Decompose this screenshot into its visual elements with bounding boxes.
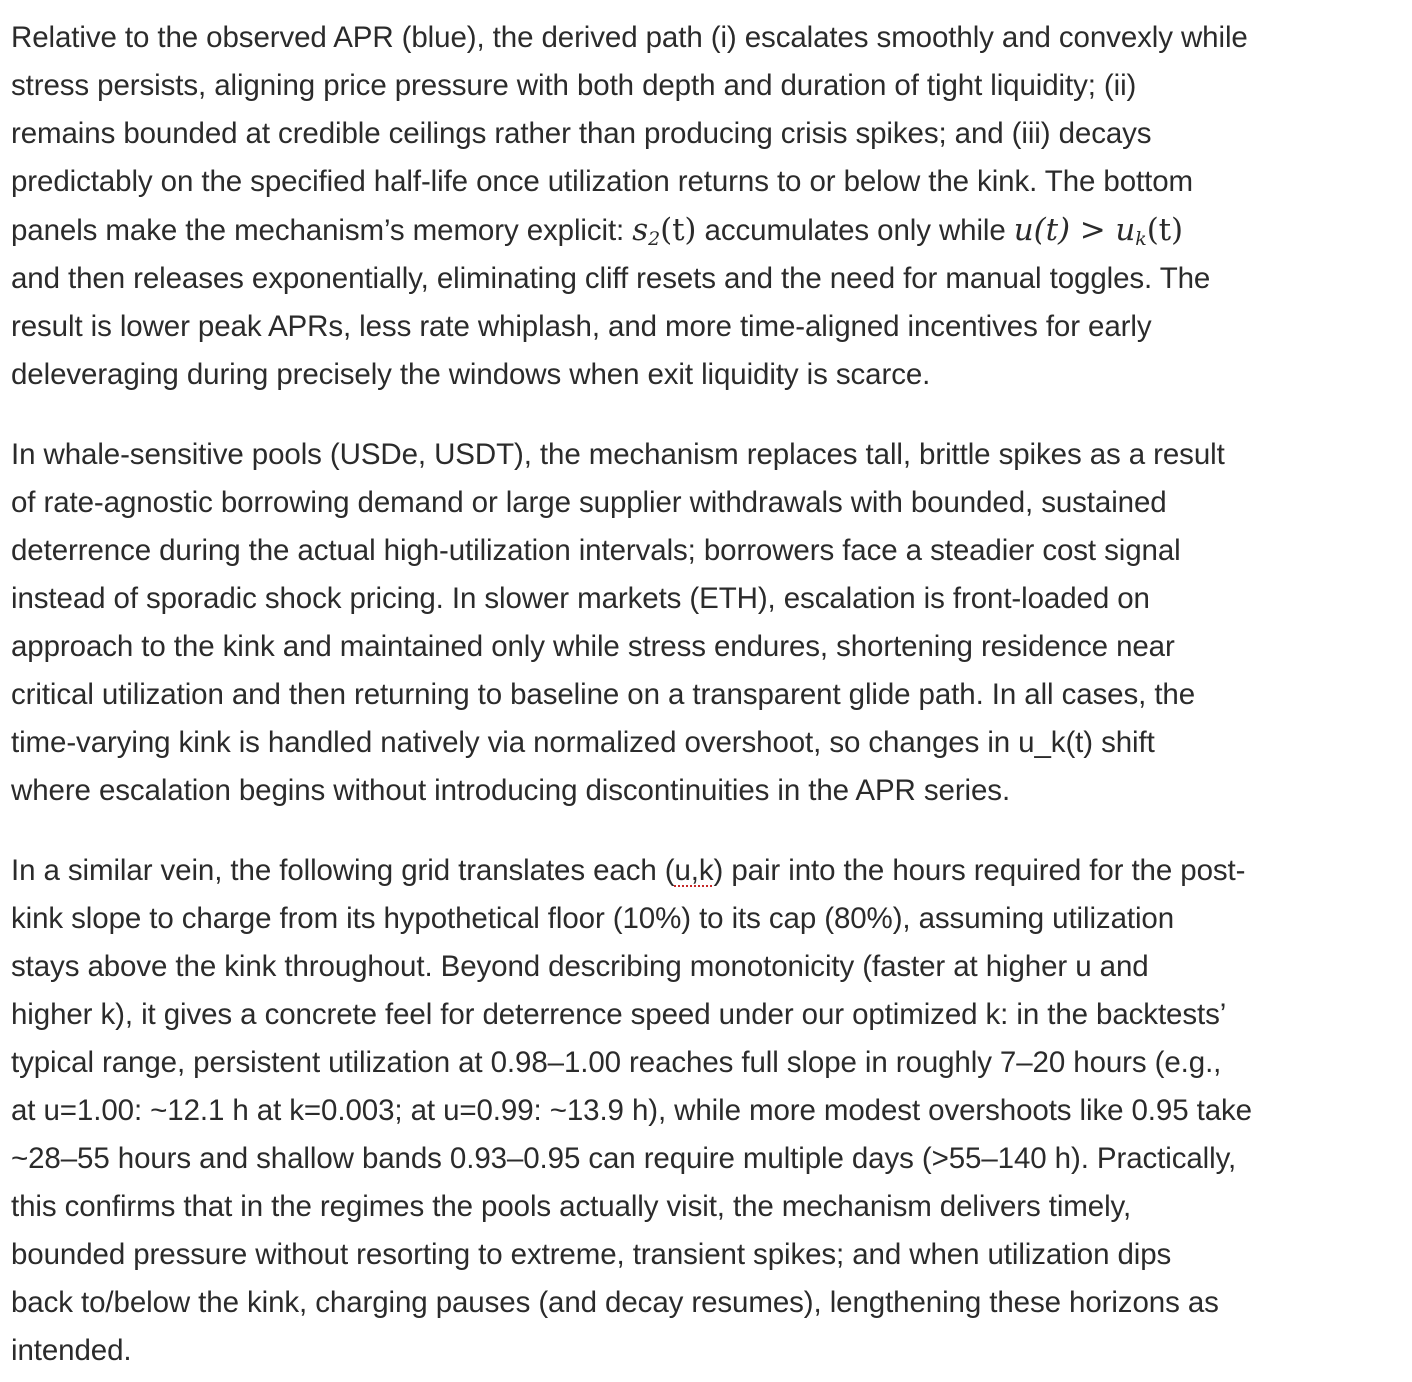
math-arg: (t) bbox=[1146, 212, 1184, 248]
text-segment: panels make the mechanism’s memory explicit: bbox=[11, 214, 633, 247]
math-var: u bbox=[1115, 212, 1136, 248]
document-body bbox=[11, 14, 1403, 1375]
text-line: In whale-sensitive pools (USDe, USDT), the mechanism replaces tall, brittle spikes as a result bbox=[11, 438, 1225, 471]
text-line: deterrence during the actual high-utilization intervals; borrowers face a steadier cost signal bbox=[11, 534, 1181, 567]
spellcheck-flagged-word[interactable]: u,k bbox=[674, 854, 714, 887]
text-line: time-varying kink is handled natively via normalized overshoot, so changes in u_k(t) shift bbox=[11, 726, 1155, 759]
text-line: approach to the kink and maintained only while stress endures, shortening residence near bbox=[11, 630, 1175, 663]
text-line: of rate-agnostic borrowing demand or large supplier withdrawals with bounded, sustained bbox=[11, 486, 1167, 519]
text-line: at u=1.00: ~12.1 h at k=0.003; at u=0.99: ~13.9 h), while more modest overshoots like 0.95 take bbox=[11, 1094, 1252, 1127]
math-lhs: u(t) bbox=[1013, 212, 1070, 248]
text-line bbox=[11, 847, 1403, 895]
paragraph-apr-comparison bbox=[11, 14, 1403, 399]
paragraph-grid-hours bbox=[11, 847, 1403, 1375]
text-line: kink slope to charge from its hypothetical floor (10%) to its cap (80%), assuming utilization bbox=[11, 902, 1175, 935]
text-segment: ) pair into the hours required for the post- bbox=[713, 854, 1246, 887]
text-line: where escalation begins without introducing discontinuities in the APR series. bbox=[11, 774, 1011, 807]
text-line: this confirms that in the regimes the pools actually visit, the mechanism delivers timely, bbox=[11, 1190, 1132, 1223]
math-s2-of-t bbox=[632, 212, 696, 248]
text-line: predictably on the specified half-life once utilization returns to or below the kink. The bottom bbox=[11, 165, 1193, 198]
math-var: s bbox=[632, 212, 649, 248]
text-line: typical range, persistent utilization at 0.98–1.00 reaches full slope in roughly 7–20 hours (e.g., bbox=[11, 1046, 1222, 1079]
text-line-with-math bbox=[11, 206, 1403, 255]
math-arg: (t) bbox=[660, 212, 697, 248]
text-line: stress persists, aligning price pressure with both depth and duration of tight liquidity; (ii) bbox=[11, 69, 1137, 102]
math-subscript: 2 bbox=[648, 228, 661, 250]
text-line: instead of sporadic shock pricing. In slower markets (ETH), escalation is front-loaded on bbox=[11, 582, 1150, 615]
text-line: bounded pressure without resorting to extreme, transient spikes; and when utilization dips bbox=[11, 1238, 1172, 1271]
text-line: ~28–55 hours and shallow bands 0.93–0.95 can require multiple days (>55–140 h). Practically, bbox=[11, 1142, 1237, 1175]
text-line: and then releases exponentially, eliminating cliff resets and the need for manual toggles. The bbox=[11, 262, 1211, 295]
math-subscript: k bbox=[1135, 228, 1147, 250]
text-line: stays above the kink throughout. Beyond describing monotonicity (faster at higher u and bbox=[11, 950, 1149, 983]
text-line: Relative to the observed APR (blue), the derived path (i) escalates smoothly and convexly while bbox=[11, 21, 1248, 54]
text-segment: In a similar vein, the following grid translates each ( bbox=[11, 854, 675, 887]
text-line: intended. bbox=[11, 1334, 132, 1367]
paragraph-whale-pools bbox=[11, 431, 1403, 815]
text-line: remains bounded at credible ceilings rather than producing crisis spikes; and (iii) decays bbox=[11, 117, 1152, 150]
text-line: higher k), it gives a concrete feel for deterrence speed under our optimized k: in the backtests’ bbox=[11, 998, 1227, 1031]
text-line: deleveraging during precisely the windows when exit liquidity is scarce. bbox=[11, 358, 931, 391]
math-gt: > bbox=[1070, 212, 1116, 248]
math-inequality bbox=[1014, 212, 1183, 248]
text-segment: accumulates only while bbox=[696, 214, 1014, 247]
text-line: back to/below the kink, charging pauses (and decay resumes), lengthening these horizons as bbox=[11, 1286, 1219, 1319]
text-line: result is lower peak APRs, less rate whiplash, and more time-aligned incentives for early bbox=[11, 310, 1152, 343]
text-line: critical utilization and then returning to baseline on a transparent glide path. In all cases, the bbox=[11, 678, 1196, 711]
